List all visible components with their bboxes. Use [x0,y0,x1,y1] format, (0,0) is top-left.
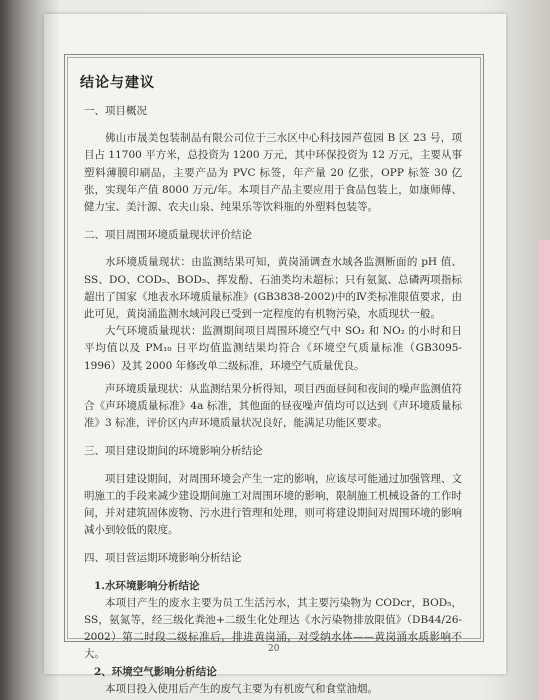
section-heading: 二、项目周围环境质量现状评价结论 [84,228,252,241]
document-page [44,14,506,695]
paragraph: 佛山市晟美包装制品有限公司位于三水区中心科技园芦苞园 B 区 23 号，项目占 11700 平方米，总投资为 1200 万元，其中环保投资为 12 万元，主要从事塑料薄膜印刷品，主要产品为 PVC 标签，年产量 20 亿张，OPP 标签 30 亿张，实现年产值 8000 万元/年。本项目产品主要应用于食品包装上，如康师傅、健力宝、美汁源、农夫山泉、纯果乐等饮料瓶的外塑料包装等。 [84,132,462,214]
paragraph: 本项目投入使用后产生的废气主要为有机废气和食堂油烟。 [105,682,378,695]
paragraph: 声环境质量现状：从监测结果分析得知，项目西面昼间和夜间的噪声监测值符合《声环境质量标准》4a 标准，其他面的昼夜噪声值均可以达到《声环境质量标准》3 标准，评价区内声环境质量状况良好，能满足功能区要求。 [84,382,462,430]
subsection-heading: 1.水环境影响分析结论 [94,579,200,592]
paragraph: 项目建设期间，对周围环境会产生一定的影响，应该尽可能通过加强管理、文明施工的手段来减少建设期间施工对周围环境的影响，限制施工机械设备的工作时间，并对建筑固体废物、污水进行管理和处理，则可将建设期间对周围环境的影响减小到较低的限度。 [84,472,462,537]
pink-paper-edge [538,240,550,700]
binding-shadow [0,0,60,700]
section-heading: 四、项目营运期环境影响分析结论 [84,551,242,564]
section-heading: 三、项目建设期间的环境影响分析结论 [84,444,263,457]
paragraph: 本项目产生的废水主要为员工生活污水，其主要污染物为 CODcr，BOD₅，SS，氨氮等，经三级化粪池+二级生化处理达《水污染物排放限值》（DB44/26-2002）第二时段二级标准后，排进黄岗涌，对受纳水体——黄岗涌水质影响不大。 [84,596,462,661]
document-body [84,92,462,698]
paragraph: 大气环境质量现状：监测期间项目周围环境空气中 SO₂ 和 NO₂ 的小时和日平均值以及 PM₁₀ 日平均值监测结果均符合《环境空气质量标准（GB3095-1996）及其 2000 年修改单二级标准，环境空气质量优良。 [84,325,462,372]
document-title: 结论与建议 [80,75,155,91]
page-number: 20 [268,644,280,654]
section-heading: 一、项目概况 [84,104,147,117]
subsection-heading: 2、环境空气影响分析结论 [94,665,217,678]
paragraph: 水环境质量现状：由监测结果可知，黄岗涌调查水域各监测断面的 pH 值、SS、DO、COD₅、BOD₅、挥发酚、石油类均未超标；只有氨氮、总磷两项指标超出了国家《地表水环境质量标准》(GB3838-2002)中的Ⅳ类标准限值要求，由此可见，黄岗涌监测水域河段已受到一定程度的有机物污染，水质现状一般。 [84,256,462,321]
